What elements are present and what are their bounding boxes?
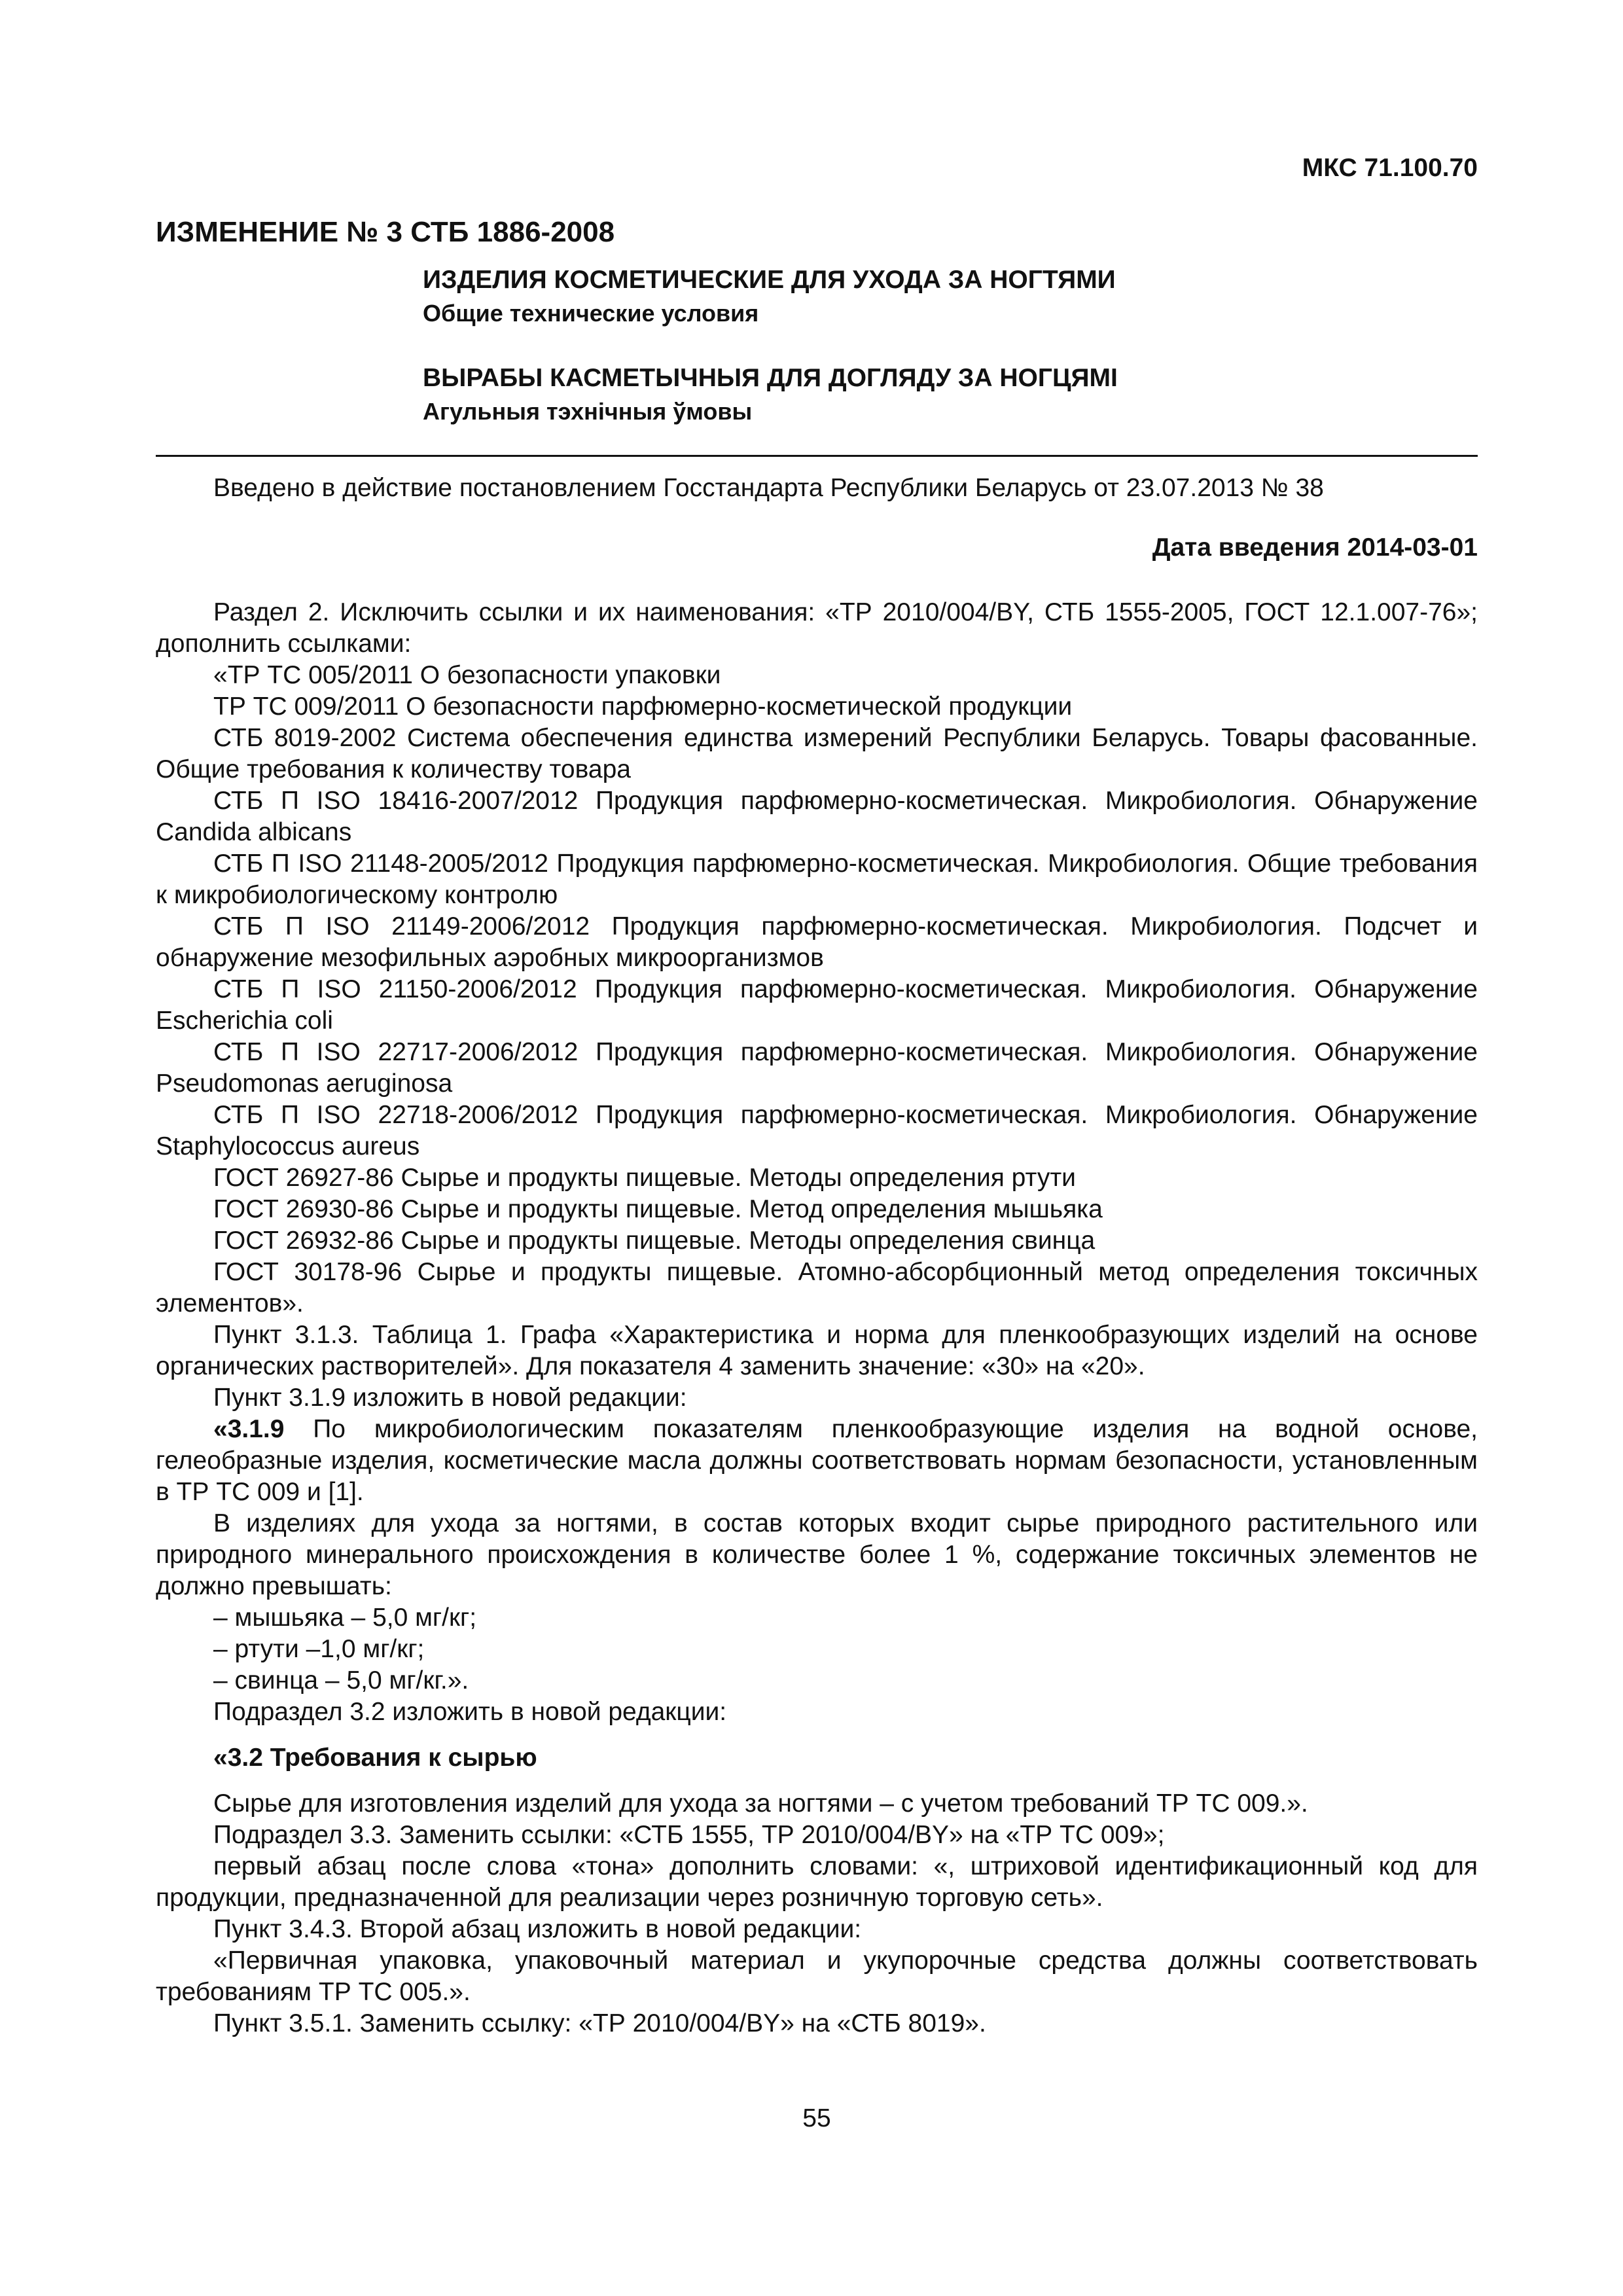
intro-statement: Введено в действие постановлением Госстандарта Республики Беларусь от 23.07.2013 № 38: [213, 474, 1324, 502]
subtitle-by: Агульныя тэхнічныя ўмовы: [423, 398, 753, 425]
paragraph: СТБ П ISO 21149-2006/2012 Продукция парфюмерно-косметическая. Микробиология. Подсчет и обнаружение мезофильных аэробных микроорганизмов: [156, 912, 1478, 972]
document-body: [156, 597, 1478, 2039]
paragraph: ГОСТ 26927-86 Сырье и продукты пищевые. Методы определения ртути: [213, 1164, 1076, 1192]
effective-date: Дата введения 2014-03-01: [1152, 533, 1478, 562]
list-item: – свинца – 5,0 мг/кг.».: [213, 1666, 469, 1695]
paragraph: Пункт 3.1.9 изложить в новой редакции:: [213, 1384, 687, 1412]
amendment-title: ИЗМЕНЕНИЕ № 3 СТБ 1886-2008: [156, 216, 615, 248]
list-item: – мышьяка – 5,0 мг/кг;: [213, 1604, 477, 1632]
paragraph: ГОСТ 26932-86 Сырье и продукты пищевые. Методы определения свинца: [213, 1227, 1096, 1255]
clause-3-1-9-number: 3.1.9: [227, 1415, 285, 1443]
paragraph: ТР ТС 009/2011 О безопасности парфюмерно-косметической продукции: [213, 692, 1073, 721]
paragraph: СТБ П ISO 18416-2007/2012 Продукция парфюмерно-косметическая. Микробиология. Обнаружение Candida albicans: [156, 787, 1478, 846]
paragraph: СТБ П ISO 21150-2006/2012 Продукция парфюмерно-косметическая. Микробиология. Обнаружение Escherichia coli: [156, 975, 1478, 1035]
clause-3-1-9: [156, 1414, 1478, 1508]
standard-titles: [423, 263, 1470, 428]
section-heading-3-2: «3.2 Требования к сырью: [213, 1744, 537, 1772]
paragraph: Раздел 2. Исключить ссылки и их наименования: «ТР 2010/004/BY, СТБ 1555-2005, ГОСТ 12.1.007-76»; дополнить ссылками:: [156, 598, 1478, 658]
paragraph: «ТР ТС 005/2011 О безопасности упаковки: [213, 661, 721, 689]
paragraph: Подраздел 3.3. Заменить ссылки: «СТБ 1555, ТР 2010/004/BY» на «ТР ТС 009»;: [213, 1821, 1165, 1849]
clause-3-1-9-open: «: [213, 1415, 228, 1443]
paragraph: «Первичная упаковка, упаковочный материал и укупорочные средства должны соответствовать требованиям ТР ТС 005.».: [156, 1946, 1478, 2006]
paragraph: Сырье для изготовления изделий для ухода за ногтями – с учетом требований ТР ТС 009.».: [213, 1789, 1308, 1818]
title-ru: ИЗДЕЛИЯ КОСМЕТИЧЕСКИЕ ДЛЯ УХОДА ЗА НОГТЯМИ: [423, 266, 1116, 294]
paragraph: СТБ 8019-2002 Система обеспечения единства измерений Республики Беларусь. Товары фасованные. Общие требования к количеству товара: [156, 724, 1478, 783]
list-item: – ртути –1,0 мг/кг;: [213, 1635, 425, 1663]
paragraph: СТБ П ISO 21148-2005/2012 Продукция парфюмерно-косметическая. Микробиология. Общие требования к микробиологическому контролю: [156, 850, 1478, 909]
paragraph: ГОСТ 30178-96 Сырье и продукты пищевые. Атомно-абсорбционный метод определения токсичных элементов».: [156, 1258, 1478, 1318]
page-number: 55: [802, 2104, 831, 2132]
document-page: [156, 0, 1478, 2296]
paragraph: Пункт 3.1.3. Таблица 1. Графа «Характеристика и норма для пленкообразующих изделий на основе органических растворителей». Для показателя 4 заменить значение: «30» на «20».: [156, 1321, 1478, 1380]
paragraph: Подраздел 3.2 изложить в новой редакции:: [213, 1698, 727, 1726]
paragraph: Пункт 3.4.3. Второй абзац изложить в новой редакции:: [213, 1915, 862, 1943]
paragraph: Пункт 3.5.1. Заменить ссылку: «ТР 2010/004/BY» на «СТБ 8019».: [213, 2009, 986, 2037]
mks-code: МКС 71.100.70: [1302, 154, 1478, 182]
paragraph: В изделиях для ухода за ногтями, в состав которых входит сырье природного растительного или природного минерального происхождения в количестве более 1 %, содержание токсичных элементов не должно превышать:: [156, 1509, 1478, 1600]
paragraph: СТБ П ISO 22718-2006/2012 Продукция парфюмерно-косметическая. Микробиология. Обнаружение Staphylococcus aureus: [156, 1101, 1478, 1160]
subtitle-ru: Общие технические условия: [423, 300, 759, 327]
header-divider: [156, 455, 1478, 457]
paragraph: ГОСТ 26930-86 Сырье и продукты пищевые. Метод определения мышьяка: [213, 1195, 1103, 1223]
title-by: ВЫРАБЫ КАСМЕТЫЧНЫЯ ДЛЯ ДОГЛЯДУ ЗА НОГЦЯМІ: [423, 364, 1118, 392]
paragraph: СТБ П ISO 22717-2006/2012 Продукция парфюмерно-косметическая. Микробиология. Обнаружение Pseudomonas aeruginosa: [156, 1038, 1478, 1098]
paragraph: первый абзац после слова «тона» дополнить словами: «, штриховой идентификационный код для продукции, предназначенной для реализации через розничную торговую сеть».: [156, 1852, 1478, 1912]
clause-3-1-9-text: По микробиологическим показателям пленкообразующие изделия на водной основе, гелеобразные изделия, косметические масла должны соответствовать нормам безопасности, установленным в ТР ТС 009 и [1].: [156, 1415, 1478, 1506]
